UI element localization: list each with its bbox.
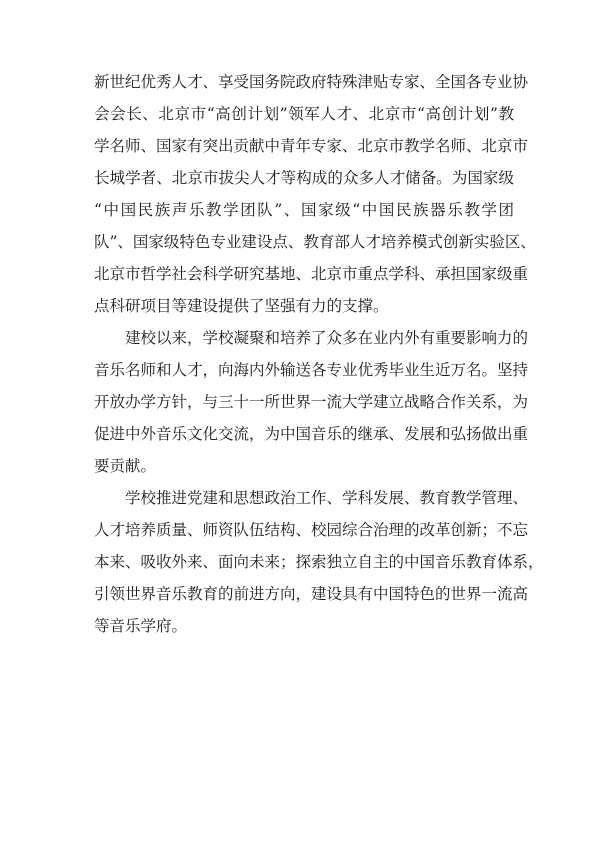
text-line: 长城学者、北京市拔尖人才等构成的众多人才储备。为国家级 <box>94 169 514 187</box>
text-line: 音乐名师和人才，向海内外输送各专业优秀毕业生近万名。坚持 <box>94 361 529 379</box>
text-line: 人才培养质量、师资队伍结构、校园综合治理的改革创新；不忘 <box>94 521 529 539</box>
text-line: 新世纪优秀人才、享受国务院政府特殊津贴专家、全国各专业协 <box>94 73 529 91</box>
text-line: 会会长、北京市“高创计划”领军人才、北京市“高创计划”教 <box>94 105 514 123</box>
text-line: 要贡献。 <box>94 457 157 475</box>
text-line: 点科研项目等建设提供了坚强有力的支撑。 <box>94 297 389 315</box>
text-line: 学校推进党建和思想政治工作、学科发展、教育教学管理、 <box>125 489 529 507</box>
text-line: “中国民族声乐教学团队”、国家级“中国民族器乐教学团 <box>94 201 514 219</box>
text-line: 等音乐学府。 <box>94 617 188 635</box>
document-body <box>94 66 544 642</box>
text-line: 开放办学方针，与三十一所世界一流大学建立战略合作关系，为 <box>94 393 529 411</box>
text-line: 本来、吸收外来、面向未来；探索独立自主的中国音乐教育体系， <box>94 553 544 571</box>
paragraph-3 <box>94 482 544 642</box>
paragraph-1 <box>94 66 536 322</box>
text-line: 队”、国家级特色专业建设点、教育部人才培养模式创新实验区、 <box>94 233 536 251</box>
text-line: 建校以来，学校凝聚和培养了众多在业内外有重要影响力的 <box>125 329 529 347</box>
text-line: 北京市哲学社会科学研究基地、北京市重点学科、承担国家级重 <box>94 265 529 283</box>
text-line: 学名师、国家有突出贡献中青年专家、北京市教学名师、北京市 <box>94 137 529 155</box>
text-line: 促进中外音乐文化交流，为中国音乐的继承、发展和弘扬做出重 <box>94 425 529 443</box>
text-line: 引领世界音乐教育的前进方向，建设具有中国特色的世界一流高 <box>94 585 529 603</box>
paragraph-2 <box>94 322 529 482</box>
